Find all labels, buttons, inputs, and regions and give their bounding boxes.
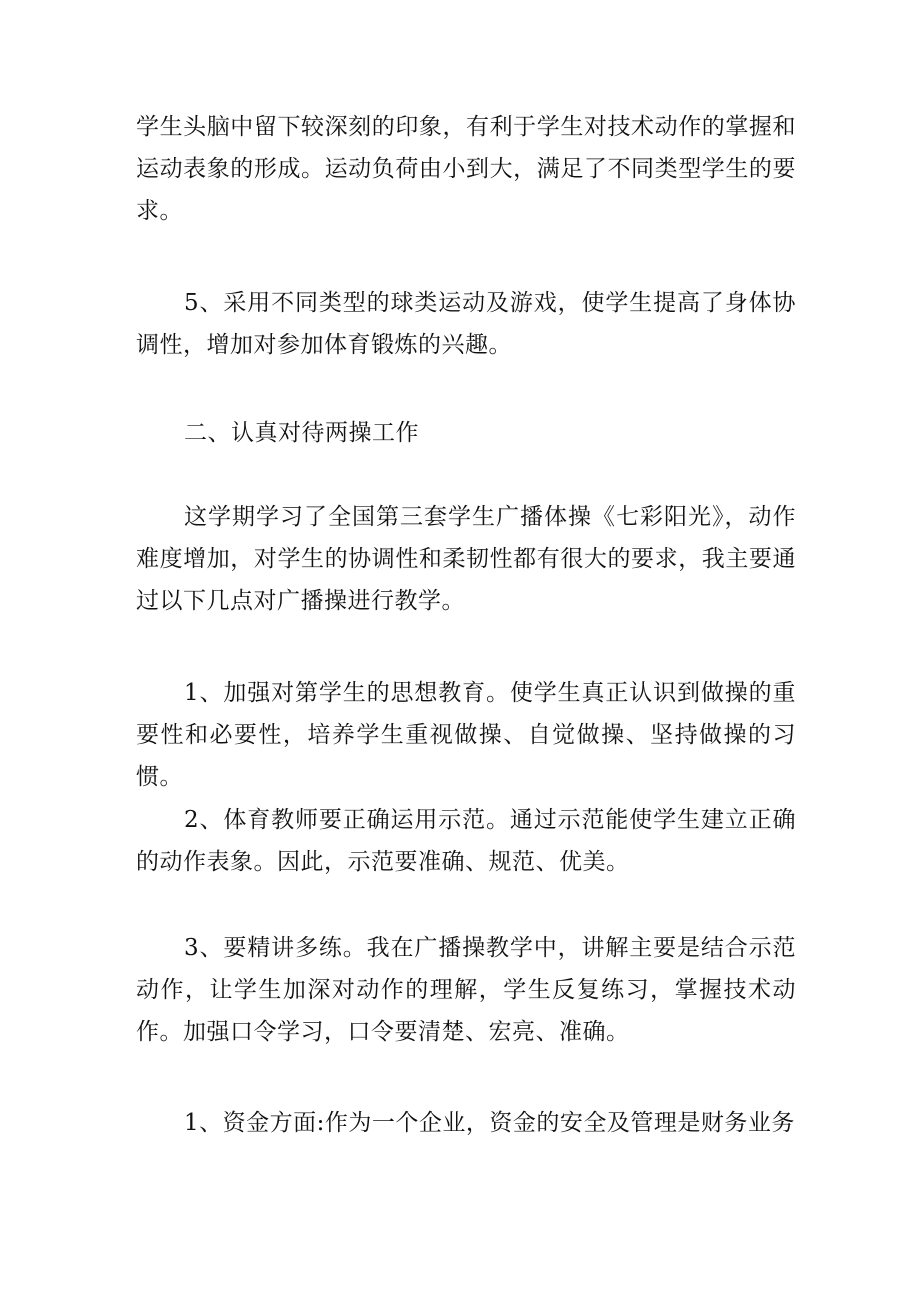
- paragraph-item-2: 2、体育教师要正确运用示范。通过示范能使学生建立正确的动作表象。因此，示范要准确、规范、优美。: [136, 807, 796, 875]
- section-heading-2: 二、认真对待两操工作: [184, 420, 419, 446]
- paragraph-item-3: 3、要精讲多练。我在广播操教学中，讲解主要是结合示范动作，让学生加深对动作的理解，学生反复练习，掌握技术动作。加强口令学习，口令要清楚、宏亮、准确。: [136, 935, 796, 1045]
- paragraph-intro: 这学期学习了全国第三套学生广播体操《七彩阳光》，动作难度增加，对学生的协调性和柔韧性都有很大的要求，我主要通过以下几点对广播操进行教学。: [136, 504, 796, 614]
- paragraph-continuation: 学生头脑中留下较深刻的印象，有利于学生对技术动作的掌握和运动表象的形成。运动负荷由小到大，满足了不同类型学生的要求。: [136, 114, 796, 224]
- paragraph-item-5: 5、采用不同类型的球类运动及游戏，使学生提高了身体协调性，增加对参加体育锻炼的兴趣。: [136, 290, 796, 358]
- paragraph-item-1: 1、加强对第学生的思想教育。使学生真正认识到做操的重要性和必要性，培养学生重视做操、自觉做操、坚持做操的习惯。: [136, 680, 796, 790]
- paragraph-finance: 1、资金方面:作为一个企业，资金的安全及管理是财务业务: [184, 1110, 795, 1136]
